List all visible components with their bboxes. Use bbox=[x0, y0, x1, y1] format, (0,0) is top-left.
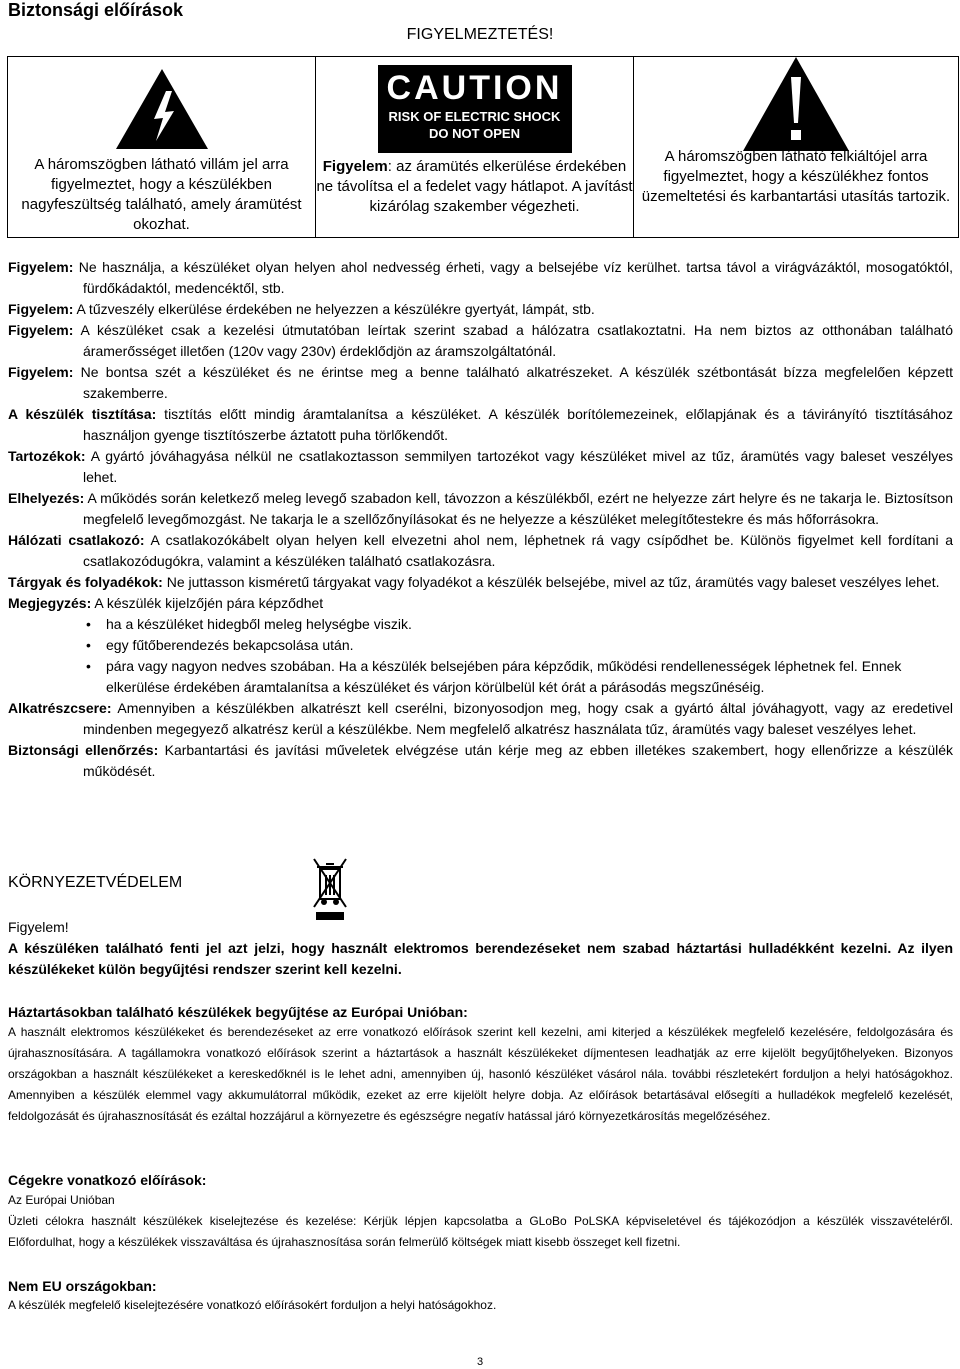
safety-item bbox=[8, 299, 953, 320]
safety-item-label: Elhelyezés: bbox=[8, 490, 85, 506]
safety-item-label: Figyelem: bbox=[8, 364, 74, 380]
eu-collection-heading: Háztartásokban található készülékek begyűjtése az Európai Unióban: bbox=[8, 1004, 468, 1020]
safety-item bbox=[8, 593, 953, 614]
safety-instructions bbox=[8, 257, 953, 782]
list-item-text: ha a készüléket hidegből meleg helységbe viszik. bbox=[106, 616, 412, 632]
list-item bbox=[8, 635, 953, 656]
safety-item-text: A készüléket csak a kezelési útmutatóban leírtak szerint szabad a hálózatra csatlakoztatni. Ha nem biztos az otthonában található áramerősséget illetően (120v vagy 230v) érdeklődjön az áramszolgáltatónál. bbox=[73, 322, 953, 359]
caution-warning-text bbox=[316, 157, 633, 217]
safety-item-text: A gyártó jóváhagyása nélkül ne csatlakoztasson semmilyen tartozékot vagy készüléket mivel az tűz, áramütés vagy baleset veszélyes lehet. bbox=[83, 448, 953, 485]
eu-collection-text: A használt elektromos készülékeket és berendezéseket az erre vonatkozó előírások szerint kell kezelni, ami kiterjed a készülékek megfelelő kezelésére, feldolgozására és újrahasznosítására. A tagállamokra vonatkozó előírások szerint a háztartások a használt készülékeket díjmentesen leadhatják az erre kijelölt begyűjtőhelyeken. Bizonyos országokban a használt készülékeket a kereskedőknél is le lehet adni, amennyiben új, hasonló készüléket vásárol nála. további részletekért forduljon a helyi hatóságokhoz. Amennyiben a készülék elemmel vagy akkumulátorral működik, ezeket az erre kijelölt helyre dobja. Az előírások betartásával elősegíti a hulladékok megfelelő kezelését, feldolgozását és újrahasznosítását és ezáltal hozzájárul a környezetre és egészségre negatív hatással járó környezetkárosítás megelőzéséhez. bbox=[8, 1025, 953, 1123]
safety-item-label: A készülék tisztítása: bbox=[8, 406, 157, 422]
safety-item bbox=[8, 740, 953, 782]
caution-warning-label: Figyelem bbox=[322, 158, 388, 175]
caution-heading: CAUTION bbox=[386, 69, 563, 107]
safety-item-label: Figyelem: bbox=[8, 322, 74, 338]
env-attention: Figyelem! bbox=[8, 919, 69, 935]
safety-item bbox=[8, 404, 953, 446]
warning-cell-caution bbox=[316, 57, 634, 238]
lightning-triangle-icon bbox=[114, 67, 210, 151]
list-item bbox=[8, 656, 953, 698]
safety-item-text: A csatlakozókábelt olyan helyen kell elvezetni ahol nem, léphetnek rá vagy csípődhet be. Különös figyelmet kell fordítani a csatlakozódugókra, valamint a készüléken található csatlakozásra. bbox=[83, 532, 953, 569]
env-notice: A készüléken található fenti jel azt jelzi, hogy használt elektromos berendezéseket nem szabad háztartási hulladékként kezelni. Az ilyen készülékeket külön begyűjtési rendszer szerint kell kezelni. bbox=[8, 940, 953, 977]
company-text: Üzleti célokra használt készülékek kiselejtezése és kezelése: Kérjük lépjen kapcsolatba a GLoBo PoLSKA képviseletével és tájékozódjon a készülék visszavételéről. Előfordulhat, hogy a készülékek visszaváltása és újrahasznosítása során felmerülő költségek miatt kisebb összeget kell fizetni. bbox=[8, 1214, 953, 1249]
safety-item-text: Ne juttasson kisméretű tárgyakat vagy folyadékot a készülék belsejébe, mivel az tűz, áramütés vagy baleset veszélyes lehet. bbox=[162, 574, 940, 590]
safety-item-label: Figyelem: bbox=[8, 301, 74, 317]
non-eu-heading: Nem EU országokban: bbox=[8, 1278, 157, 1294]
safety-item-text: A működés során keletkező meleg levegő szabadon kell, távozzon a készülékből, ezért ne helyezze zárt helyre és ne takarja le. Biztosítson megfelelő levegőmozgást. Ne takarja le a szellőzőnyílásokat és ne helyezze a készüléket melegítőtestekre és más hőforrásokra. bbox=[83, 490, 953, 527]
caution-do-not-open: DO NOT OPEN bbox=[428, 126, 520, 141]
safety-item bbox=[8, 698, 953, 740]
safety-item bbox=[8, 446, 953, 488]
safety-item bbox=[8, 530, 953, 572]
safety-item-text: A készülék kijelzőjén pára képződhet bbox=[91, 595, 324, 611]
safety-item bbox=[8, 320, 953, 362]
safety-item bbox=[8, 572, 953, 593]
company-subheading: Az Európai Unióban bbox=[8, 1193, 115, 1207]
safety-item-label: Tárgyak és folyadékok: bbox=[8, 574, 163, 590]
exclamation-warning-text: A háromszögben látható felkiáltójel arra figyelmeztet, hogy a készülékhez fontos üzemeltetési és karbantartási utasítás tartozik. bbox=[641, 148, 951, 205]
safety-item-label: Megjegyzés: bbox=[8, 595, 92, 611]
caution-label bbox=[378, 65, 572, 153]
warning-table bbox=[7, 56, 959, 238]
safety-item-label: Alkatrészcsere: bbox=[8, 700, 112, 716]
caution-risk-text: RISK OF ELECTRIC SHOCK bbox=[388, 109, 561, 124]
safety-item-text: Karbantartási és javítási műveletek elvégzése után kérje meg az ebben illetékes szakembert, hogy ellenőrizze a készülék működését. bbox=[83, 742, 954, 779]
safety-item-text: Ne bontsa szét a készüléket és ne érintse meg a benne található alkatrészeket. A készülék szétbontását bízza megfelelően képzett szakemberre. bbox=[73, 364, 953, 401]
warning-cell-lightning bbox=[8, 57, 316, 238]
bullet-icon: • bbox=[86, 637, 91, 653]
company-heading: Cégekre vonatkozó előírások: bbox=[8, 1172, 207, 1188]
safety-item-label: Biztonsági ellenőrzés: bbox=[8, 742, 159, 758]
caution-warning-body: : az áramütés elkerülése érdekében ne távolítsa el a fedelet vagy hátlapot. A javítást kizárólag szakember végezheti. bbox=[316, 158, 633, 215]
safety-item-label: Tartozékok: bbox=[8, 448, 86, 464]
safety-item-text: tisztítás előtt mindig áramtalanítsa a készüléket. A készülék borítólemezeinek, előlapjának és a távirányító tisztításához használjon gyenge tisztítószerbe áztatott puha törlőkendőt. bbox=[83, 406, 953, 443]
list-item-text: pára vagy nagyon nedves szobában. Ha a készülék belsejében pára képződik, működési rendellenességek léphetnek fel. Ennek elkerülése érdekében áramtalanítsa a készüléket és várjon körülbelül két órát a párásodás megszűnéséig. bbox=[106, 658, 902, 695]
crossed-out-wheelie-bin-icon bbox=[312, 855, 348, 921]
bullet-icon: • bbox=[86, 616, 91, 632]
safety-item bbox=[8, 362, 953, 404]
safety-item-text: Amennyiben a készülékben alkatrészt kell cserélni, bizonyosodjon meg, hogy csak a gyártó által jóváhagyott, vagy az eredetivel mindenben megegyező alkatrész kerül a készülékbe. Nem megfelelő alkatrész használata tűz, áramütés vagy baleset veszélyes lehet. bbox=[83, 700, 953, 737]
safety-item bbox=[8, 488, 953, 530]
safety-item-label: Figyelem: bbox=[8, 259, 74, 275]
warning-cell-exclamation bbox=[634, 57, 959, 238]
safety-item-text: Ne használja, a készüléket olyan helyen ahol nedvesség érheti, vagy a belsejébe víz kerülhet. tartsa távol a virágvázáktól, mosogatóktól, fürdőkádaktól, medencéktől, stb. bbox=[73, 259, 953, 296]
exclamation-triangle-icon bbox=[741, 57, 851, 153]
safety-item-label: Hálózati csatlakozó: bbox=[8, 532, 145, 548]
bullet-icon: • bbox=[86, 658, 91, 674]
lightning-warning-text: A háromszögben látható villám jel arra figyelmeztet, hogy a készülékben nagyfeszültség található, amely áramütést okozhat. bbox=[21, 156, 302, 233]
environment-heading: KÖRNYEZETVÉDELEM bbox=[8, 874, 183, 891]
page-number: 3 bbox=[476, 1356, 484, 1368]
safety-item bbox=[8, 257, 953, 299]
warning-title: FIGYELMEZTETÉS! bbox=[406, 26, 554, 43]
non-eu-text: A készülék megfelelő kiselejtezésére vonatkozó előírásokért forduljon a helyi hatóságokhoz. bbox=[8, 1298, 497, 1312]
list-item bbox=[8, 614, 953, 635]
safety-item-text: A tűzveszély elkerülése érdekében ne helyezzen a készülékre gyertyát, lámpát, stb. bbox=[73, 301, 595, 317]
page-title: Biztonsági előírások bbox=[8, 0, 184, 20]
list-item-text: egy fűtőberendezés bekapcsolása után. bbox=[106, 637, 354, 653]
